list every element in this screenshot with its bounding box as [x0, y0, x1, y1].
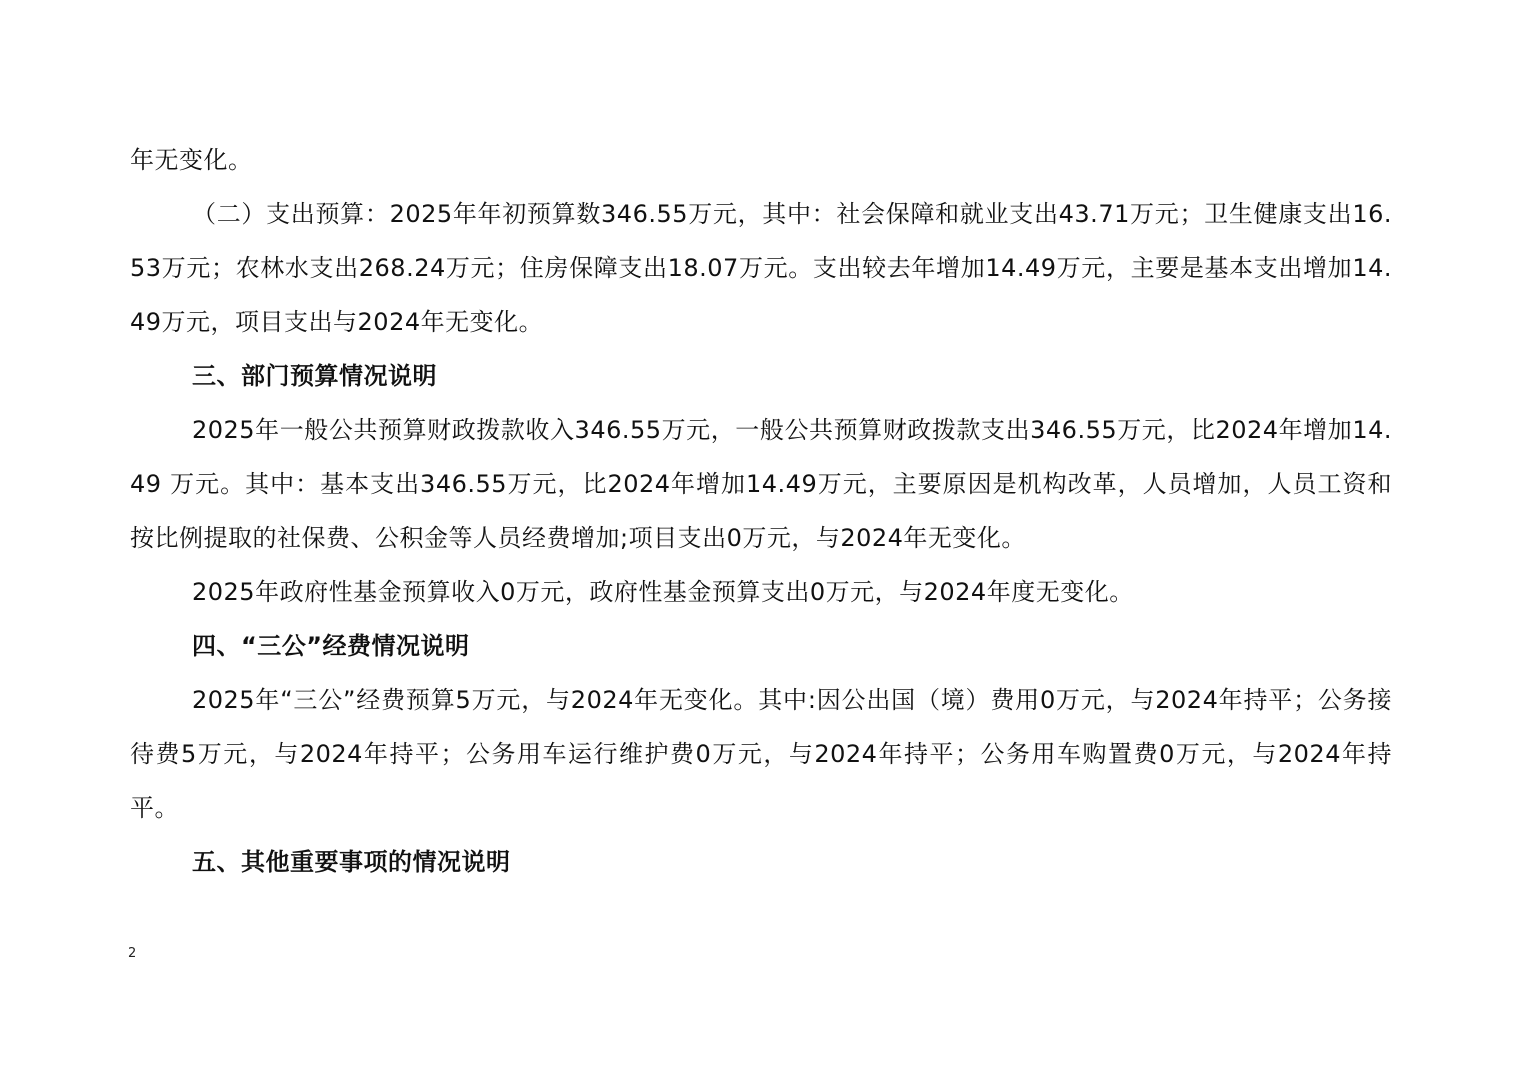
document-body	[130, 133, 1392, 889]
page-number: 2	[128, 946, 137, 961]
paragraph-government-fund-budget: 2025年政府性基金预算收入0万元，政府性基金预算支出0万元，与2024年度无变化。	[192, 578, 1134, 606]
paragraph-three-public-expenses: 2025年“三公”经费预算5万元，与2024年无变化。其中:因公出国（境）费用0万元，与2024年持平；公务接待费5万元，与2024年持平；公务用车运行维护费0万元，与2024年持平；公务用车购置费0万元，与2024年持平。	[130, 686, 1392, 822]
heading-other-important-matters: 五、其他重要事项的情况说明	[192, 848, 511, 876]
paragraph-general-public-budget: 2025年一般公共预算财政拨款收入346.55万元，一般公共预算财政拨款支出346.55万元，比2024年增加14.49 万元。其中：基本支出346.55万元，比2024年增加14.49万元，主要原因是机构改革，人员增加，人员工资和按比例提取的社保费、公积金等人员经费增加;项目支出0万元，与2024年无变化。	[130, 416, 1392, 552]
heading-department-budget: 三、部门预算情况说明	[192, 362, 437, 390]
paragraph-continuation: 年无变化。	[130, 146, 253, 174]
heading-three-public-expenses: 四、“三公”经费情况说明	[192, 632, 470, 660]
paragraph-expenditure-budget: （二）支出预算：2025年年初预算数346.55万元，其中：社会保障和就业支出43.71万元；卫生健康支出16.53万元；农林水支出268.24万元；住房保障支出18.07万元。支出较去年增加14.49万元，主要是基本支出增加14.49万元，项目支出与2024年无变化。	[130, 200, 1392, 336]
